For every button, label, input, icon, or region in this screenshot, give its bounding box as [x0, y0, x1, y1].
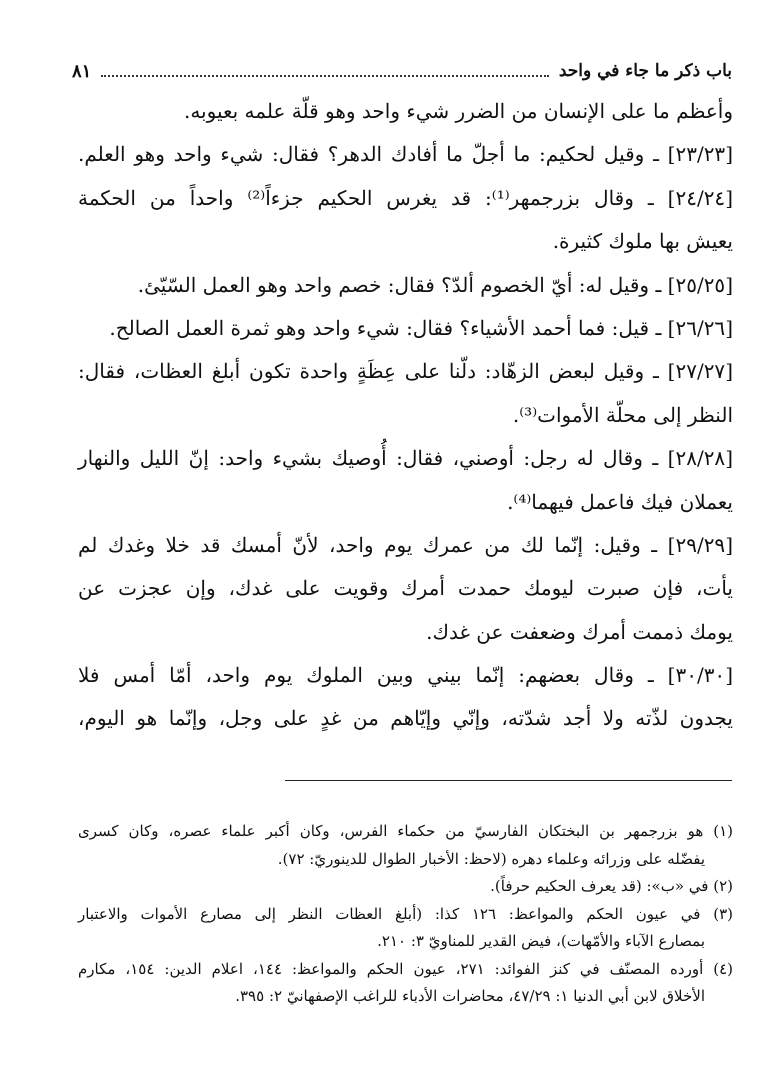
- text-line: [٢٥/٢٥] ـ وقيل له: أيّ الخصوم ألدّ؟ فقال: خصم واحد وهو العمل السّيّئ.: [137, 272, 733, 297]
- text-line: [٢٦/٢٦] ـ قيل: فما أحمد الأشياء؟ فقال: شيء واحد وهو ثمرة العمل الصالح.: [109, 315, 733, 340]
- chapter-title: باب ذكر ما جاء في واحد: [558, 61, 732, 81]
- text-line: [٢٣/٢٣] ـ وقيل لحكيم: ما أجلّ ما أفادك الدهر؟ فقال: شيء واحد وهو العلم.: [78, 142, 733, 167]
- text-line: يأت، فإن صبرت ليومك حمدت أمرك وقويت على غدك، وإن عجزت عن: [78, 576, 733, 601]
- footnote-line: الأخلاق لابن أبي الدنيا ١: ٤٧/٢٩، محاضرات الأدباء للراغب الإصفهانيّ ٢: ٣٩٥.: [235, 987, 705, 1005]
- main-text: [78, 90, 733, 741]
- footnote-line: بمصارع الآباء والأمّهات)، فيض القدير للمناويّ ٣: ٢١٠.: [377, 932, 705, 950]
- footnotes: [78, 818, 733, 1011]
- footnote-separator: [285, 780, 732, 781]
- text-line: النظر إلى محلّة الأموات⁽³⁾.: [512, 402, 733, 427]
- text-line: [٢٧/٢٧] ـ وقيل لبعض الزهّاد: دلّنا على عِظَةٍ واحدة تكون أبلغ العظات، فقال:: [78, 359, 733, 384]
- footnote-line: (٤) أورده المصنّف في كنز الفوائد: ٢٧١، عيون الحكم والمواعظ: ١٤٤، اعلام الدين: ١٥٤، مكارم: [78, 959, 733, 978]
- page-number: ٨١: [72, 60, 92, 82]
- footnote-line: (٣) في عيون الحكم والمواعظ: ١٢٦ كذا: (أبلغ العظات النظر إلى مصارع الأموات والاعتبار: [78, 904, 733, 923]
- text-line: يعملان فيك فاعمل فيهما⁽⁴⁾.: [507, 489, 733, 514]
- text-line: [٢٤/٢٤] ـ وقال بزرجمهر⁽¹⁾: قد يغرس الحكيم جزءاً⁽²⁾ واحداً من الحكمة: [78, 185, 733, 210]
- footnote-line: (١) هو بزرجمهر بن البختكان الفارسيّ من حكماء الفرس، وكان أكبر علماء عصره، وكان كسرى: [78, 822, 733, 840]
- dotted-leader: [101, 65, 548, 77]
- text-line: وأعظم ما على الإنسان من الضرر شيء واحد وهو قلّة علمه بعيوبه.: [183, 99, 733, 123]
- running-header: [72, 56, 732, 86]
- text-line: [٣٠/٣٠] ـ وقال بعضهم: إنّما بيني وبين الملوك يوم واحد، أمّا أمس فلا: [78, 663, 733, 688]
- text-line: يجدون لذّته ولا أجد شدّته، وإنّي وإيّاهم من غدٍ على وجل، وإنّما هو اليوم،: [78, 706, 733, 731]
- footnote-line: يفضّله على وزرائه وعلماء دهره (لاحظ: الأخبار الطوال للدينوريّ: ٧٢).: [277, 849, 705, 868]
- text-line: يومك ذممت أمرك وضعفت عن غدك.: [426, 619, 733, 644]
- text-line: [٢٨/٢٨] ـ وقال له رجل: أوصني، فقال: أُوصيك بشيء واحد: إنّ الليل والنهار: [78, 446, 733, 471]
- footnote-line: (٢) في «ب»: (قد يعرف الحكيم حرفاً).: [490, 877, 733, 895]
- text-line: يعيش بها ملوك كثيرة.: [552, 229, 733, 254]
- text-line: [٢٩/٢٩] ـ وقيل: إنّما لك من عمرك يوم واحد، لأنّ أمسك قد خلا وغدك لم: [78, 532, 733, 557]
